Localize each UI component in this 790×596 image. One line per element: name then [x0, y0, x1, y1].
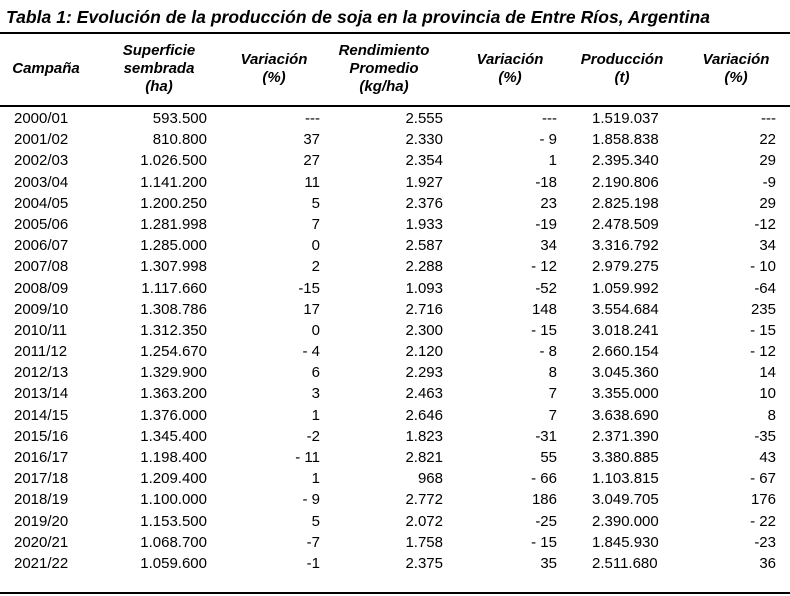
cell-variacion-produccion: -12: [754, 215, 776, 233]
cell-variacion-produccion: -9: [762, 173, 776, 191]
cell-variacion-rendimiento: - 12: [531, 258, 557, 276]
cell-variacion-produccion: -35: [754, 427, 776, 445]
cell-rendimiento: 2.300: [405, 321, 443, 339]
table-body: [0, 108, 790, 574]
cell-variacion-produccion: 22: [759, 131, 776, 149]
cell-produccion: 3.045.360: [592, 364, 659, 382]
table-row: [0, 341, 790, 362]
cell-campana: 2004/05: [14, 194, 69, 212]
cell-rendimiento: 2.772: [405, 491, 443, 509]
cell-variacion-produccion: - 10: [750, 258, 776, 276]
table-row: [0, 320, 790, 341]
header-line: Campaña: [12, 60, 80, 77]
header-line: (%): [724, 69, 748, 86]
header-line: Promedio: [349, 60, 419, 77]
cell-produccion: 2.390.000: [592, 512, 659, 530]
header-line: (%): [262, 69, 286, 86]
cell-variacion-superficie: 2: [311, 258, 320, 276]
header-line: sembrada: [123, 60, 195, 77]
cell-variacion-produccion: - 67: [750, 470, 776, 488]
cell-campana: 2011/12: [14, 343, 68, 361]
cell-produccion: 2.660.154: [592, 343, 659, 361]
table-row: [0, 214, 790, 235]
cell-superficie: 1.363.200: [140, 385, 207, 403]
cell-rendimiento: 1.093: [405, 279, 443, 297]
cell-campana: 2012/13: [14, 364, 69, 382]
cell-variacion-rendimiento: - 15: [531, 321, 557, 339]
cell-produccion: 1.845.930: [592, 533, 659, 551]
table-row: [0, 362, 790, 383]
cell-variacion-superficie: 11: [304, 173, 320, 191]
cell-produccion: 3.316.792: [592, 237, 659, 255]
table-title: Tabla 1: Evolución de la producción de soja en la provincia de Entre Ríos, Argentina: [6, 7, 711, 27]
cell-variacion-rendimiento: 186: [531, 491, 557, 509]
cell-rendimiento: 2.330: [405, 131, 443, 149]
table-row: [0, 108, 790, 129]
cell-campana: 2020/21: [14, 533, 69, 551]
cell-campana: 2006/07: [14, 237, 69, 255]
header-variacion-produccion: [684, 34, 788, 104]
table-row: [0, 278, 790, 299]
cell-produccion: 2.979.275: [592, 258, 659, 276]
cell-campana: 2001/02: [14, 131, 69, 149]
cell-superficie: 1.100.000: [140, 491, 207, 509]
cell-superficie: 1.308.786: [140, 300, 207, 318]
cell-variacion-produccion: - 22: [750, 512, 776, 530]
cell-variacion-produccion: 10: [759, 385, 776, 403]
cell-variacion-superficie: - 9: [302, 491, 320, 509]
cell-rendimiento: 2.555: [405, 110, 443, 127]
cell-variacion-rendimiento: 35: [540, 554, 557, 572]
cell-produccion: 3.355.000: [592, 385, 659, 403]
cell-superficie: 810.800: [152, 131, 207, 149]
header-produccion: [566, 34, 678, 104]
cell-variacion-rendimiento: 7: [548, 385, 557, 403]
cell-variacion-rendimiento: 7: [548, 406, 557, 424]
cell-superficie: 1.209.400: [140, 470, 207, 488]
cell-variacion-produccion: 43: [759, 449, 776, 466]
cell-variacion-rendimiento: 148: [531, 300, 557, 318]
table-row: [0, 511, 790, 532]
cell-produccion: 3.554.684: [592, 300, 659, 318]
header-lines: [12, 60, 80, 78]
cell-variacion-produccion: ---: [761, 110, 776, 127]
cell-campana: 2016/17: [14, 449, 69, 466]
cell-rendimiento: 1.933: [405, 215, 443, 233]
cell-variacion-superficie: - 11: [295, 449, 320, 466]
cell-variacion-superficie: 17: [303, 300, 320, 318]
cell-variacion-rendimiento: 1: [548, 152, 557, 170]
cell-campana: 2007/08: [14, 258, 69, 276]
header-rendimiento: [328, 34, 440, 104]
header-line: (ha): [145, 78, 173, 95]
cell-rendimiento: 2.120: [405, 343, 443, 361]
header-line: Variación: [240, 51, 308, 68]
cell-superficie: 1.345.400: [140, 427, 207, 445]
cell-superficie: 1.329.900: [140, 364, 207, 382]
cell-campana: 2003/04: [14, 173, 69, 191]
cell-variacion-produccion: -23: [754, 533, 776, 551]
cell-rendimiento: 2.646: [405, 406, 443, 424]
cell-variacion-rendimiento: -19: [535, 215, 557, 233]
cell-campana: 2018/19: [14, 491, 69, 509]
cell-variacion-superficie: 6: [311, 364, 320, 382]
cell-variacion-superficie: ---: [305, 110, 320, 127]
table-row: [0, 235, 790, 256]
cell-variacion-superficie: 3: [311, 385, 320, 403]
cell-produccion: 2.511.680: [592, 554, 658, 572]
cell-rendimiento: 1.758: [405, 533, 443, 551]
cell-superficie: 1.307.998: [140, 258, 207, 276]
header-lines: [477, 51, 544, 87]
table-row: [0, 172, 790, 193]
cell-produccion: 1.519.037: [592, 110, 659, 127]
cell-variacion-produccion: - 12: [750, 343, 776, 361]
cell-variacion-rendimiento: 34: [540, 237, 557, 255]
cell-variacion-superficie: -7: [306, 533, 320, 551]
cell-produccion: 2.478.509: [592, 215, 659, 233]
cell-variacion-produccion: 14: [759, 364, 776, 382]
cell-produccion: 1.858.838: [592, 131, 659, 149]
table-row: [0, 383, 790, 404]
header-variacion-superficie: [222, 34, 326, 104]
cell-produccion: 3.638.690: [592, 406, 659, 424]
header-variacion-rendimiento: [458, 34, 562, 104]
cell-variacion-superficie: 5: [311, 512, 320, 530]
cell-campana: 2005/06: [14, 215, 69, 233]
table-row: [0, 447, 790, 468]
cell-variacion-rendimiento: -31: [535, 427, 557, 445]
cell-rendimiento: 2.716: [405, 300, 443, 318]
table-row: [0, 426, 790, 447]
cell-variacion-rendimiento: 8: [548, 364, 557, 382]
cell-superficie: 1.376.000: [140, 406, 207, 424]
cell-rendimiento: 2.293: [405, 364, 443, 382]
cell-superficie: 1.198.400: [140, 449, 207, 466]
cell-variacion-rendimiento: -18: [535, 173, 557, 191]
cell-variacion-superficie: 0: [311, 237, 320, 255]
header-lines: [339, 42, 430, 96]
cell-rendimiento: 2.821: [405, 449, 443, 466]
table-row: [0, 193, 790, 214]
table-row: [0, 532, 790, 553]
cell-variacion-produccion: 36: [759, 554, 776, 572]
cell-superficie: 1.254.670: [140, 343, 207, 361]
header-line: Superficie: [122, 42, 196, 59]
header-line: (kg/ha): [359, 78, 409, 95]
cell-rendimiento: 2.072: [405, 512, 443, 530]
cell-variacion-produccion: -64: [754, 279, 776, 297]
cell-rendimiento: 2.463: [405, 385, 443, 403]
cell-superficie: 1.200.250: [140, 194, 207, 212]
cell-variacion-superficie: 5: [311, 194, 320, 212]
cell-variacion-superficie: 1: [311, 406, 320, 424]
cell-variacion-produccion: 29: [759, 152, 776, 170]
cell-variacion-superficie: 37: [303, 131, 320, 149]
header-line: Variación: [702, 51, 770, 68]
cell-produccion: 2.825.198: [592, 194, 659, 212]
header-line: Rendimiento: [338, 42, 430, 59]
cell-variacion-rendimiento: - 15: [531, 533, 557, 551]
cell-produccion: 2.190.806: [592, 173, 659, 191]
cell-rendimiento: 2.376: [405, 194, 443, 212]
cell-variacion-produccion: 176: [750, 491, 776, 509]
cell-variacion-rendimiento: - 66: [531, 470, 557, 488]
cell-superficie: 1.068.700: [140, 533, 207, 551]
header-lines: [123, 42, 196, 96]
cell-variacion-superficie: -2: [306, 427, 320, 445]
bottom-rule: [0, 592, 790, 594]
cell-campana: 2013/14: [14, 385, 69, 403]
cell-variacion-produccion: 29: [759, 194, 776, 212]
table-row: [0, 489, 790, 510]
cell-variacion-produccion: 8: [767, 406, 776, 424]
cell-campana: 2019/20: [14, 512, 69, 530]
cell-variacion-superficie: -1: [306, 554, 320, 572]
cell-superficie: 593.500: [152, 110, 207, 127]
cell-produccion: 2.371.390: [592, 427, 659, 445]
cell-rendimiento: 968: [417, 470, 443, 488]
table-row: [0, 256, 790, 277]
cell-campana: 2009/10: [14, 300, 69, 318]
cell-variacion-rendimiento: -25: [535, 512, 557, 530]
cell-rendimiento: 1.927: [405, 173, 443, 191]
cell-produccion: 3.049.705: [592, 491, 659, 509]
header-line: Producción: [580, 51, 664, 68]
cell-variacion-rendimiento: - 9: [539, 131, 557, 149]
cell-superficie: 1.117.660: [141, 279, 207, 297]
cell-superficie: 1.026.500: [140, 152, 207, 170]
cell-produccion: 3.380.885: [592, 449, 659, 466]
cell-rendimiento: 2.354: [405, 152, 443, 170]
cell-campana: 2014/15: [14, 406, 69, 424]
cell-superficie: 1.153.500: [140, 512, 207, 530]
cell-produccion: 1.103.815: [592, 470, 659, 488]
cell-campana: 2017/18: [14, 470, 69, 488]
cell-variacion-produccion: - 15: [750, 321, 776, 339]
cell-variacion-rendimiento: -52: [535, 279, 557, 297]
cell-variacion-rendimiento: - 8: [539, 343, 557, 361]
header-campana: [0, 34, 92, 104]
cell-variacion-superficie: 27: [303, 152, 320, 170]
header-line: Variación: [476, 51, 544, 68]
cell-superficie: 1.059.600: [140, 554, 207, 572]
cell-variacion-superficie: 0: [311, 321, 320, 339]
header-lines: [241, 51, 308, 87]
header-line: (%): [498, 69, 522, 86]
table-row: [0, 129, 790, 150]
cell-variacion-produccion: 235: [750, 300, 776, 318]
cell-superficie: 1.285.000: [140, 237, 207, 255]
table-row: [0, 150, 790, 171]
cell-variacion-superficie: - 4: [302, 343, 320, 361]
cell-variacion-superficie: -15: [298, 279, 320, 297]
cell-superficie: 1.281.998: [140, 215, 207, 233]
cell-produccion: 2.395.340: [592, 152, 659, 170]
table-row: [0, 553, 790, 574]
cell-campana: 2002/03: [14, 152, 69, 170]
header-lines: [581, 51, 664, 87]
cell-variacion-superficie: 1: [311, 470, 320, 488]
cell-variacion-produccion: 34: [759, 237, 776, 255]
cell-campana: 2021/22: [14, 554, 69, 572]
cell-variacion-superficie: 7: [311, 215, 320, 233]
cell-produccion: 1.059.992: [592, 279, 659, 297]
cell-variacion-rendimiento: 23: [540, 194, 557, 212]
cell-campana: 2000/01: [14, 110, 69, 127]
table-row: [0, 468, 790, 489]
cell-campana: 2015/16: [14, 427, 69, 445]
cell-rendimiento: 2.288: [405, 258, 443, 276]
table-row: [0, 299, 790, 320]
header-lines: [703, 51, 770, 87]
cell-rendimiento: 1.823: [405, 427, 443, 445]
header-rule: [0, 105, 790, 107]
cell-superficie: 1.141.200: [140, 173, 207, 191]
cell-rendimiento: 2.587: [405, 237, 443, 255]
cell-superficie: 1.312.350: [140, 321, 207, 339]
header-superficie: [108, 34, 210, 104]
cell-produccion: 3.018.241: [592, 321, 659, 339]
header-line: (t): [614, 69, 630, 86]
table-row: [0, 405, 790, 426]
cell-campana: 2010/11: [14, 321, 68, 339]
cell-rendimiento: 2.375: [405, 554, 443, 572]
cell-variacion-rendimiento: 55: [540, 449, 557, 466]
cell-variacion-rendimiento: ---: [542, 110, 557, 127]
cell-campana: 2008/09: [14, 279, 69, 297]
